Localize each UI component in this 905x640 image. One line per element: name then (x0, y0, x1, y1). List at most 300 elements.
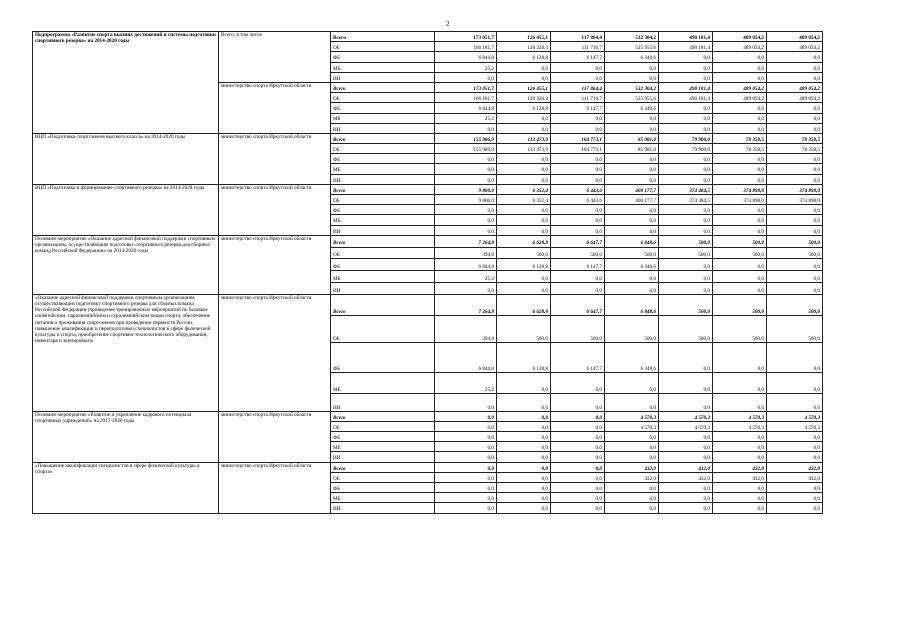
funding-value-year-7: 489 054,2 (767, 93, 823, 103)
funding-source: МБ (331, 62, 435, 72)
funding-source: МБ (331, 442, 435, 452)
funding-source: ФБ (331, 483, 435, 493)
funding-value-year-1: 0,0 (435, 215, 497, 225)
funding-value-year-3: 0,0 (551, 154, 605, 164)
funding-value-year-4: 500,0 (605, 315, 659, 342)
table-row (33, 462, 823, 472)
funding-value-year-6: 374 898,0 (713, 195, 767, 205)
funding-value-year-7: 4 570,3 (767, 421, 823, 431)
funding-value-year-2: 0,0 (497, 421, 551, 431)
funding-value-year-2: 0,0 (497, 372, 551, 393)
funding-value-year-4: 6 848,6 (605, 235, 659, 247)
funding-value-year-6: 489 054,2 (713, 32, 767, 42)
funding-value-year-2: 0,0 (497, 462, 551, 472)
funding-value-year-1: 0,0 (435, 225, 497, 235)
funding-value-year-5: 0,0 (659, 432, 713, 442)
funding-value-year-2: 0,0 (497, 215, 551, 225)
funding-value-year-3: 0,0 (551, 282, 605, 294)
funding-value-year-4: 4 570,3 (605, 421, 659, 431)
funding-value-year-1: 6 844,8 (435, 259, 497, 271)
funding-value-year-1: 0,0 (435, 442, 497, 452)
responsible-executor: Всего, в том числе (219, 32, 331, 83)
funding-value-year-7: 0,0 (767, 205, 823, 215)
funding-value-year-5: 0,0 (659, 271, 713, 283)
funding-source: ИИ (331, 282, 435, 294)
funding-value-year-1: 155 986,9 (435, 133, 497, 143)
funding-value-year-6: 432,0 (713, 462, 767, 472)
funding-value-year-1: 0,0 (435, 421, 497, 431)
funding-value-year-5: 0,0 (659, 123, 713, 133)
responsible-executor: министерство спорта Иркутской области (219, 184, 331, 235)
funding-value-year-5: 0,0 (659, 215, 713, 225)
funding-value-year-2: 0,0 (497, 393, 551, 411)
funding-value-year-1: 6 844,8 (435, 103, 497, 113)
funding-value-year-4: 0,0 (605, 62, 659, 72)
funding-value-year-2: 126 455,1 (497, 32, 551, 42)
funding-value-year-1: 0,0 (435, 123, 497, 133)
funding-value-year-7: 0,0 (767, 62, 823, 72)
funding-source: ИИ (331, 174, 435, 184)
funding-value-year-3: 0,0 (551, 271, 605, 283)
funding-value-year-2: 0,0 (497, 225, 551, 235)
funding-value-year-1: 0,0 (435, 503, 497, 513)
funding-value-year-4: 0,0 (605, 225, 659, 235)
funding-value-year-6: 0,0 (713, 282, 767, 294)
funding-value-year-4: 0,0 (605, 205, 659, 215)
funding-value-year-3: 6 147,7 (551, 259, 605, 271)
program-name: ВЦП «Подготовка спортсменов высшего класса» на 2014-2020 годы (33, 133, 219, 184)
funding-value-year-7: 0,0 (767, 393, 823, 411)
funding-value-year-6: 0,0 (713, 372, 767, 393)
responsible-executor: министерство спорта Иркутской области (219, 235, 331, 294)
table-row (33, 32, 823, 42)
funding-value-year-6: 500,0 (713, 315, 767, 342)
funding-source: Всего (331, 133, 435, 143)
funding-value-year-7: 0,0 (767, 442, 823, 452)
funding-value-year-7: 374 898,0 (767, 184, 823, 194)
funding-value-year-6: 432,0 (713, 472, 767, 482)
funding-value-year-3: 0,0 (551, 393, 605, 411)
program-name: Подпрограмма «Развитие спорта высших достижений и системы подготовки спортивного резерва» на 2014-2020 годы (33, 32, 219, 134)
funding-value-year-7: 0,0 (767, 164, 823, 174)
funding-value-year-5: 432,0 (659, 472, 713, 482)
funding-value-year-4: 0,0 (605, 442, 659, 452)
funding-value-year-2: 120 326,3 (497, 93, 551, 103)
funding-value-year-6: 0,0 (713, 452, 767, 462)
program-name: Основное мероприятие «Развитие и укрепление кадрового потенциала спортивных учреждений» на 2017-2020 годы (33, 411, 219, 462)
funding-source: ФБ (331, 342, 435, 372)
program-name: «Оказание адресной финансовой поддержки спортивным организациям, осуществляющим подготовку спортивного резерва для сборных команд Российской Федерации (проведение тренировочных мероприятий по базовым олимпийским, паралимпийским и сурдлимпийским видам спорта, обеспечение питания и проживания спортсменов при проведении первенств России, повышение квалификации и переподготовки специалистов в сфере физической культуры и спорта, приобретение спортивно-технологического оборудования, инвентаря и экипировки)» (33, 294, 219, 411)
funding-value-year-6: 4 570,3 (713, 421, 767, 431)
funding-source: МБ (331, 215, 435, 225)
funding-value-year-7: 489 054,2 (767, 42, 823, 52)
funding-value-year-6: 78 358,5 (713, 133, 767, 143)
funding-source: ФБ (331, 432, 435, 442)
funding-source: ОБ (331, 42, 435, 52)
funding-source: ИИ (331, 225, 435, 235)
funding-source: ОБ (331, 93, 435, 103)
funding-value-year-4: 6 848,6 (605, 294, 659, 315)
funding-value-year-7: 0,0 (767, 259, 823, 271)
funding-value-year-5: 0,0 (659, 259, 713, 271)
funding-value-year-1: 0,0 (435, 483, 497, 493)
funding-value-year-5: 500,0 (659, 235, 713, 247)
funding-value-year-5: 500,0 (659, 294, 713, 315)
funding-source: Всего (331, 32, 435, 42)
funding-value-year-7: 0,0 (767, 174, 823, 184)
funding-value-year-2: 0,0 (497, 174, 551, 184)
funding-value-year-6: 0,0 (713, 215, 767, 225)
funding-value-year-2: 6 128,8 (497, 52, 551, 62)
funding-value-year-4: 500,0 (605, 247, 659, 259)
funding-value-year-2: 6 352,4 (497, 195, 551, 205)
funding-value-year-7: 0,0 (767, 493, 823, 503)
funding-source: ИИ (331, 123, 435, 133)
funding-value-year-6: 0,0 (713, 259, 767, 271)
funding-value-year-4: 6 348,6 (605, 259, 659, 271)
funding-value-year-1: 0,0 (435, 174, 497, 184)
funding-value-year-7: 0,0 (767, 123, 823, 133)
funding-source: МБ (331, 372, 435, 393)
funding-value-year-2: 6 128,8 (497, 342, 551, 372)
funding-value-year-6: 0,0 (713, 503, 767, 513)
funding-value-year-6: 500,0 (713, 235, 767, 247)
funding-value-year-7: 78 358,5 (767, 133, 823, 143)
funding-value-year-2: 6 128,8 (497, 103, 551, 113)
funding-source: Всего (331, 184, 435, 194)
funding-value-year-6: 374 898,0 (713, 184, 767, 194)
funding-source: ИИ (331, 72, 435, 82)
funding-source: ФБ (331, 259, 435, 271)
table-row (33, 184, 823, 194)
funding-value-year-2: 126 455,1 (497, 82, 551, 92)
funding-value-year-4: 0,0 (605, 282, 659, 294)
funding-value-year-5: 79 900,0 (659, 144, 713, 154)
funding-value-year-7: 0,0 (767, 72, 823, 82)
funding-value-year-5: 0,0 (659, 493, 713, 503)
funding-value-year-6: 500,0 (713, 247, 767, 259)
funding-value-year-2: 0,0 (497, 432, 551, 442)
funding-value-year-1: 0,0 (435, 462, 497, 472)
funding-value-year-2: 0,0 (497, 452, 551, 462)
funding-value-year-6: 500,0 (713, 294, 767, 315)
funding-value-year-2: 6 352,4 (497, 184, 551, 194)
funding-value-year-5: 0,0 (659, 62, 713, 72)
funding-value-year-2: 113 473,9 (497, 144, 551, 154)
responsible-executor: министерство спорта Иркутской области (219, 294, 331, 411)
funding-value-year-7: 78 358,5 (767, 144, 823, 154)
funding-value-year-3: 6 647,7 (551, 235, 605, 247)
funding-value-year-7: 0,0 (767, 483, 823, 493)
funding-source: ФБ (331, 154, 435, 164)
funding-value-year-5: 0,0 (659, 52, 713, 62)
funding-value-year-3: 0,0 (551, 72, 605, 82)
funding-value-year-2: 6 128,8 (497, 259, 551, 271)
funding-value-year-2: 0,0 (497, 164, 551, 174)
funding-value-year-7: 0,0 (767, 503, 823, 513)
funding-source: ИИ (331, 452, 435, 462)
funding-value-year-4: 532 304,2 (605, 32, 659, 42)
funding-value-year-4: 432,0 (605, 462, 659, 472)
funding-value-year-5: 0,0 (659, 442, 713, 452)
funding-value-year-5: 374 484,5 (659, 184, 713, 194)
funding-value-year-1: 0,0 (435, 452, 497, 462)
funding-value-year-5: 0,0 (659, 393, 713, 411)
funding-value-year-3: 6 443,6 (551, 195, 605, 205)
funding-value-year-5: 0,0 (659, 113, 713, 123)
funding-value-year-1: 0,0 (435, 493, 497, 503)
funding-value-year-4: 4 570,3 (605, 411, 659, 421)
funding-value-year-2: 6 628,8 (497, 235, 551, 247)
funding-value-year-4: 0,0 (605, 72, 659, 82)
funding-value-year-3: 0,0 (551, 442, 605, 452)
funding-value-year-1: 394,8 (435, 247, 497, 259)
funding-value-year-2: 0,0 (497, 113, 551, 123)
funding-value-year-3: 0,0 (551, 472, 605, 482)
funding-source: МБ (331, 271, 435, 283)
funding-value-year-3: 500,0 (551, 315, 605, 342)
funding-value-year-5: 490 181,4 (659, 93, 713, 103)
funding-value-year-6: 0,0 (713, 432, 767, 442)
funding-value-year-3: 104 773,1 (551, 144, 605, 154)
funding-value-year-6: 0,0 (713, 72, 767, 82)
funding-value-year-6: 0,0 (713, 174, 767, 184)
funding-value-year-3: 0,0 (551, 113, 605, 123)
funding-value-year-6: 0,0 (713, 205, 767, 215)
funding-value-year-3: 0,0 (551, 483, 605, 493)
funding-value-year-5: 0,0 (659, 342, 713, 372)
funding-value-year-4: 0,0 (605, 123, 659, 133)
funding-value-year-2: 0,0 (497, 483, 551, 493)
funding-value-year-1: 25,2 (435, 271, 497, 283)
funding-value-year-6: 4 570,3 (713, 411, 767, 421)
funding-value-year-5: 0,0 (659, 452, 713, 462)
funding-value-year-4: 6 348,6 (605, 52, 659, 62)
funding-value-year-2: 0,0 (497, 123, 551, 133)
table-row (33, 294, 823, 315)
funding-value-year-1: 155 986,9 (435, 144, 497, 154)
funding-value-year-7: 0,0 (767, 452, 823, 462)
funding-value-year-5: 374 484,5 (659, 195, 713, 205)
funding-value-year-4: 6 348,6 (605, 342, 659, 372)
funding-value-year-1: 0,0 (435, 205, 497, 215)
funding-value-year-6: 0,0 (713, 493, 767, 503)
funding-value-year-3: 0,0 (551, 372, 605, 393)
funding-value-year-3: 6 147,7 (551, 342, 605, 372)
funding-value-year-1: 0,0 (435, 164, 497, 174)
funding-value-year-3: 0,0 (551, 174, 605, 184)
funding-value-year-6: 0,0 (713, 154, 767, 164)
funding-value-year-7: 0,0 (767, 372, 823, 393)
funding-value-year-3: 0,0 (551, 164, 605, 174)
funding-value-year-3: 0,0 (551, 421, 605, 431)
funding-value-year-7: 0,0 (767, 271, 823, 283)
funding-value-year-3: 0,0 (551, 503, 605, 513)
funding-value-year-1: 9 800,0 (435, 195, 497, 205)
funding-value-year-2: 0,0 (497, 205, 551, 215)
funding-value-year-1: 166 181,7 (435, 42, 497, 52)
program-name: ВЦП «Подготовка и формирование спортивного резерва» на 2014-2020 годы (33, 184, 219, 235)
funding-value-year-1: 7 264,8 (435, 294, 497, 315)
funding-value-year-3: 111 716,7 (551, 42, 605, 52)
responsible-executor: министерство спорта Иркутской области (219, 462, 331, 513)
program-name: «Повышение квалификации специалистов в сфере физической культуры и спорта» (33, 462, 219, 513)
funding-value-year-4: 400 177,7 (605, 184, 659, 194)
funding-source: ОБ (331, 195, 435, 205)
funding-value-year-1: 173 051,7 (435, 32, 497, 42)
funding-value-year-6: 0,0 (713, 225, 767, 235)
funding-value-year-7: 500,0 (767, 294, 823, 315)
funding-value-year-2: 0,0 (497, 493, 551, 503)
funding-value-year-6: 489 054,2 (713, 42, 767, 52)
funding-value-year-4: 0,0 (605, 452, 659, 462)
funding-value-year-3: 104 773,1 (551, 133, 605, 143)
funding-value-year-6: 489 054,2 (713, 82, 767, 92)
funding-value-year-1: 0,0 (435, 72, 497, 82)
funding-value-year-1: 0,0 (435, 432, 497, 442)
funding-value-year-4: 0,0 (605, 174, 659, 184)
funding-value-year-3: 111 716,7 (551, 93, 605, 103)
funding-value-year-7: 4 570,3 (767, 411, 823, 421)
funding-source: ИИ (331, 393, 435, 411)
funding-value-year-1: 25,2 (435, 372, 497, 393)
funding-value-year-2: 0,0 (497, 154, 551, 164)
funding-value-year-3: 0,0 (551, 432, 605, 442)
funding-value-year-5: 490 181,4 (659, 82, 713, 92)
funding-value-year-2: 0,0 (497, 72, 551, 82)
funding-value-year-3: 0,0 (551, 493, 605, 503)
funding-value-year-4: 0,0 (605, 393, 659, 411)
funding-value-year-1: 0,0 (435, 393, 497, 411)
funding-value-year-7: 0,0 (767, 342, 823, 372)
funding-value-year-3: 0,0 (551, 215, 605, 225)
funding-value-year-4: 525 955,6 (605, 42, 659, 52)
funding-table (32, 31, 823, 514)
funding-value-year-6: 0,0 (713, 123, 767, 133)
funding-value-year-7: 0,0 (767, 225, 823, 235)
funding-value-year-7: 489 054,2 (767, 82, 823, 92)
funding-value-year-6: 0,0 (713, 483, 767, 493)
funding-value-year-1: 0,0 (435, 411, 497, 421)
funding-value-year-1: 6 844,8 (435, 52, 497, 62)
funding-source: ОБ (331, 247, 435, 259)
funding-value-year-4: 6 348,6 (605, 103, 659, 113)
funding-value-year-6: 0,0 (713, 342, 767, 372)
table-row (33, 235, 823, 247)
funding-value-year-4: 432,0 (605, 472, 659, 482)
funding-value-year-3: 6 647,7 (551, 294, 605, 315)
funding-source: Всего (331, 82, 435, 92)
funding-value-year-7: 0,0 (767, 282, 823, 294)
funding-value-year-7: 500,0 (767, 315, 823, 342)
funding-value-year-1: 7 264,8 (435, 235, 497, 247)
funding-value-year-5: 0,0 (659, 225, 713, 235)
funding-value-year-3: 0,0 (551, 62, 605, 72)
funding-value-year-7: 0,0 (767, 432, 823, 442)
funding-value-year-1: 173 051,7 (435, 82, 497, 92)
funding-source: ОБ (331, 421, 435, 431)
funding-value-year-3: 117 864,4 (551, 32, 605, 42)
funding-value-year-4: 0,0 (605, 113, 659, 123)
funding-value-year-5: 0,0 (659, 174, 713, 184)
funding-value-year-4: 0,0 (605, 164, 659, 174)
funding-value-year-3: 0,0 (551, 411, 605, 421)
funding-value-year-2: 0,0 (497, 472, 551, 482)
funding-value-year-5: 500,0 (659, 315, 713, 342)
funding-value-year-5: 0,0 (659, 154, 713, 164)
funding-value-year-4: 525 955,6 (605, 93, 659, 103)
funding-value-year-7: 0,0 (767, 113, 823, 123)
funding-value-year-1: 6 844,8 (435, 342, 497, 372)
funding-source: Всего (331, 294, 435, 315)
funding-value-year-6: 0,0 (713, 393, 767, 411)
funding-value-year-1: 0,0 (435, 282, 497, 294)
page-number: 2 (446, 20, 450, 28)
funding-value-year-4: 0,0 (605, 215, 659, 225)
funding-value-year-5: 490 181,4 (659, 42, 713, 52)
funding-value-year-6: 0,0 (713, 442, 767, 452)
responsible-executor: министерство спорта Иркутской области (219, 133, 331, 184)
funding-value-year-5: 0,0 (659, 503, 713, 513)
funding-value-year-5: 500,0 (659, 247, 713, 259)
funding-value-year-6: 0,0 (713, 62, 767, 72)
funding-value-year-7: 500,0 (767, 247, 823, 259)
funding-value-year-4: 85 981,0 (605, 144, 659, 154)
funding-value-year-5: 0,0 (659, 205, 713, 215)
funding-value-year-3: 0,0 (551, 205, 605, 215)
funding-value-year-4: 0,0 (605, 493, 659, 503)
funding-value-year-4: 0,0 (605, 372, 659, 393)
funding-source: ОБ (331, 144, 435, 154)
funding-value-year-7: 0,0 (767, 154, 823, 164)
funding-value-year-2: 0,0 (497, 411, 551, 421)
funding-value-year-2: 120 326,3 (497, 42, 551, 52)
funding-value-year-5: 0,0 (659, 72, 713, 82)
funding-source: МБ (331, 493, 435, 503)
funding-source: ОБ (331, 315, 435, 342)
funding-value-year-3: 0,0 (551, 462, 605, 472)
funding-value-year-6: 0,0 (713, 113, 767, 123)
funding-value-year-5: 490 181,4 (659, 32, 713, 42)
funding-value-year-1: 9 800,0 (435, 184, 497, 194)
funding-value-year-4: 0,0 (605, 432, 659, 442)
funding-value-year-1: 25,2 (435, 113, 497, 123)
funding-source: ФБ (331, 205, 435, 215)
funding-value-year-3: 0,0 (551, 123, 605, 133)
funding-value-year-7: 489 054,2 (767, 32, 823, 42)
funding-value-year-4: 532 304,2 (605, 82, 659, 92)
funding-source: ОБ (331, 472, 435, 482)
funding-value-year-5: 0,0 (659, 372, 713, 393)
funding-value-year-1: 25,2 (435, 62, 497, 72)
funding-value-year-3: 6 147,7 (551, 103, 605, 113)
funding-value-year-3: 500,0 (551, 247, 605, 259)
funding-value-year-2: 0,0 (497, 442, 551, 452)
funding-value-year-6: 78 358,5 (713, 144, 767, 154)
funding-value-year-2: 113 473,9 (497, 133, 551, 143)
funding-value-year-7: 0,0 (767, 52, 823, 62)
funding-source: Всего (331, 235, 435, 247)
funding-value-year-7: 432,0 (767, 462, 823, 472)
funding-value-year-2: 0,0 (497, 271, 551, 283)
funding-value-year-6: 0,0 (713, 52, 767, 62)
funding-value-year-4: 400 177,7 (605, 195, 659, 205)
funding-value-year-5: 79 900,0 (659, 133, 713, 143)
funding-value-year-3: 0,0 (551, 452, 605, 462)
funding-source: МБ (331, 113, 435, 123)
funding-value-year-7: 0,0 (767, 215, 823, 225)
funding-value-year-3: 6 147,7 (551, 52, 605, 62)
